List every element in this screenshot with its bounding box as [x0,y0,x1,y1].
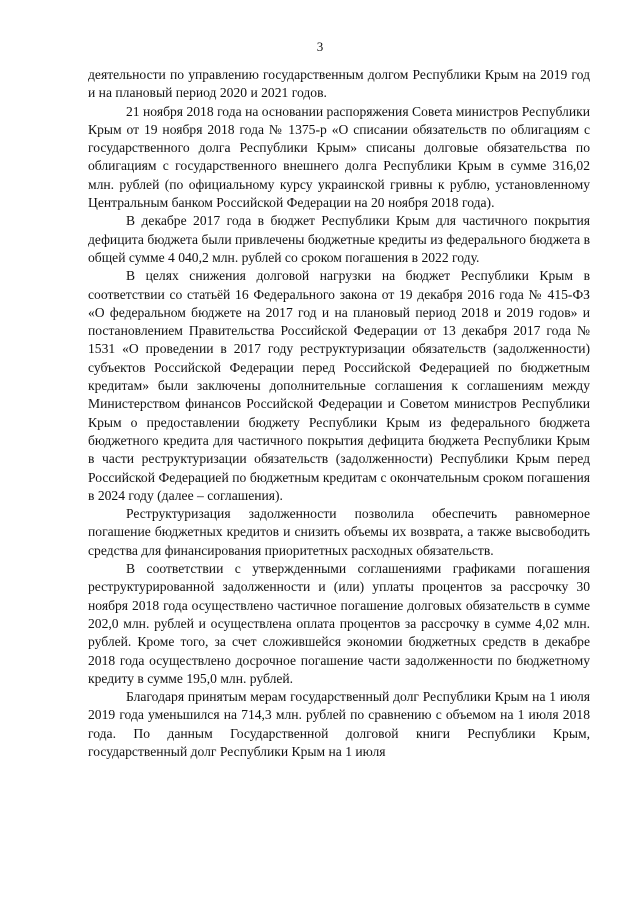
paragraph-restructuring-agreements: В целях снижения долговой нагрузки на бюджет Республики Крым в соответствии со статьёй 16 Федерального закона от 19 декабря 2016 года № 415-ФЗ «О федеральном бюджете на 2017 год и на плановый период 2018 и 2019 годов» и постановлением Правительства Российской Федерации от 13 декабря 2017 года № 1531 «О проведении в 2017 году реструктуризации обязательств (задолженности) субъектов Российской Федерации перед Российской Федерацией по бюджетным кредитам» были заключены дополнительные соглашения к соглашениям между Министерством финансов Российской Федерации и Советом министров Республики Крым о предоставлении бюджету Республики Крым из федерального бюджета бюджетного кредита для частичного покрытия дефицита бюджета Республики Крым в части реструктуризации обязательств (задолженности) Республики Крым перед Российской Федерацией по бюджетным кредитам с окончательным сроком погашения в 2024 году (далее – соглашения). [88,268,590,503]
document-body [88,66,590,761]
page-number: 3 [316,39,324,54]
paragraph-repayment-schedule: В соответствии с утвержденными соглашениями графиками погашения реструктурированной задолженности и (или) уплаты процентов за рассрочку 30 ноября 2018 года осуществлено частичное погашение долговых обязательств в сумме 202,0 млн. рублей и осуществлена оплата процентов за рассрочку в сумме 4,02 млн. рублей. Кроме того, за счет сложившейся экономии бюджетных средств в декабре 2018 года осуществлено досрочное погашение части задолженности по бюджетному кредиту в сумме 195,0 млн. рублей. [88,561,590,686]
paragraph-restructuring-effect: Реструктуризация задолженности позволила обеспечить равномерное погашение бюджетных кредитов и снизить объемы их возврата, а также высвободить средства для финансирования приоритетных расходных обязательств. [88,506,590,558]
paragraph-bond-write-off: 21 ноября 2018 года на основании распоряжения Совета министров Республики Крым от 19 ноября 2018 года № 1375-р «О списании обязательств по облигациям с государственного долга Республики Крым» списаны долговые обязательства по облигациям с государственного внешнего долга Республики Крым в сумме 316,02 млн. рублей (по официальному курсу украинской гривны к рублю, установленному Центральным банком Российской Федерации на 20 ноября 2018 года). [88,103,590,211]
paragraph-debt-reduction: Благодаря принятым мерам государственный долг Республики Крым на 1 июля 2019 года уменьшился на 714,3 млн. рублей по сравнению с объемом на 1 июля 2018 года. По данным Государственной долговой книги Республики Крым, государственный долг Республики Крым на 1 июля [88,689,590,759]
paragraph-budget-credits-2017: В декабре 2017 года в бюджет Республики Крым для частичного покрытия дефицита бюджета были привлечены бюджетные кредиты из федерального бюджета в общей сумме 4 040,2 млн. рублей со сроком погашения в 2022 году. [88,213,590,265]
paragraph-continuation: деятельности по управлению государственным долгом Республики Крым на 2019 год и на плановый период 2020 и 2021 годов. [88,67,590,101]
